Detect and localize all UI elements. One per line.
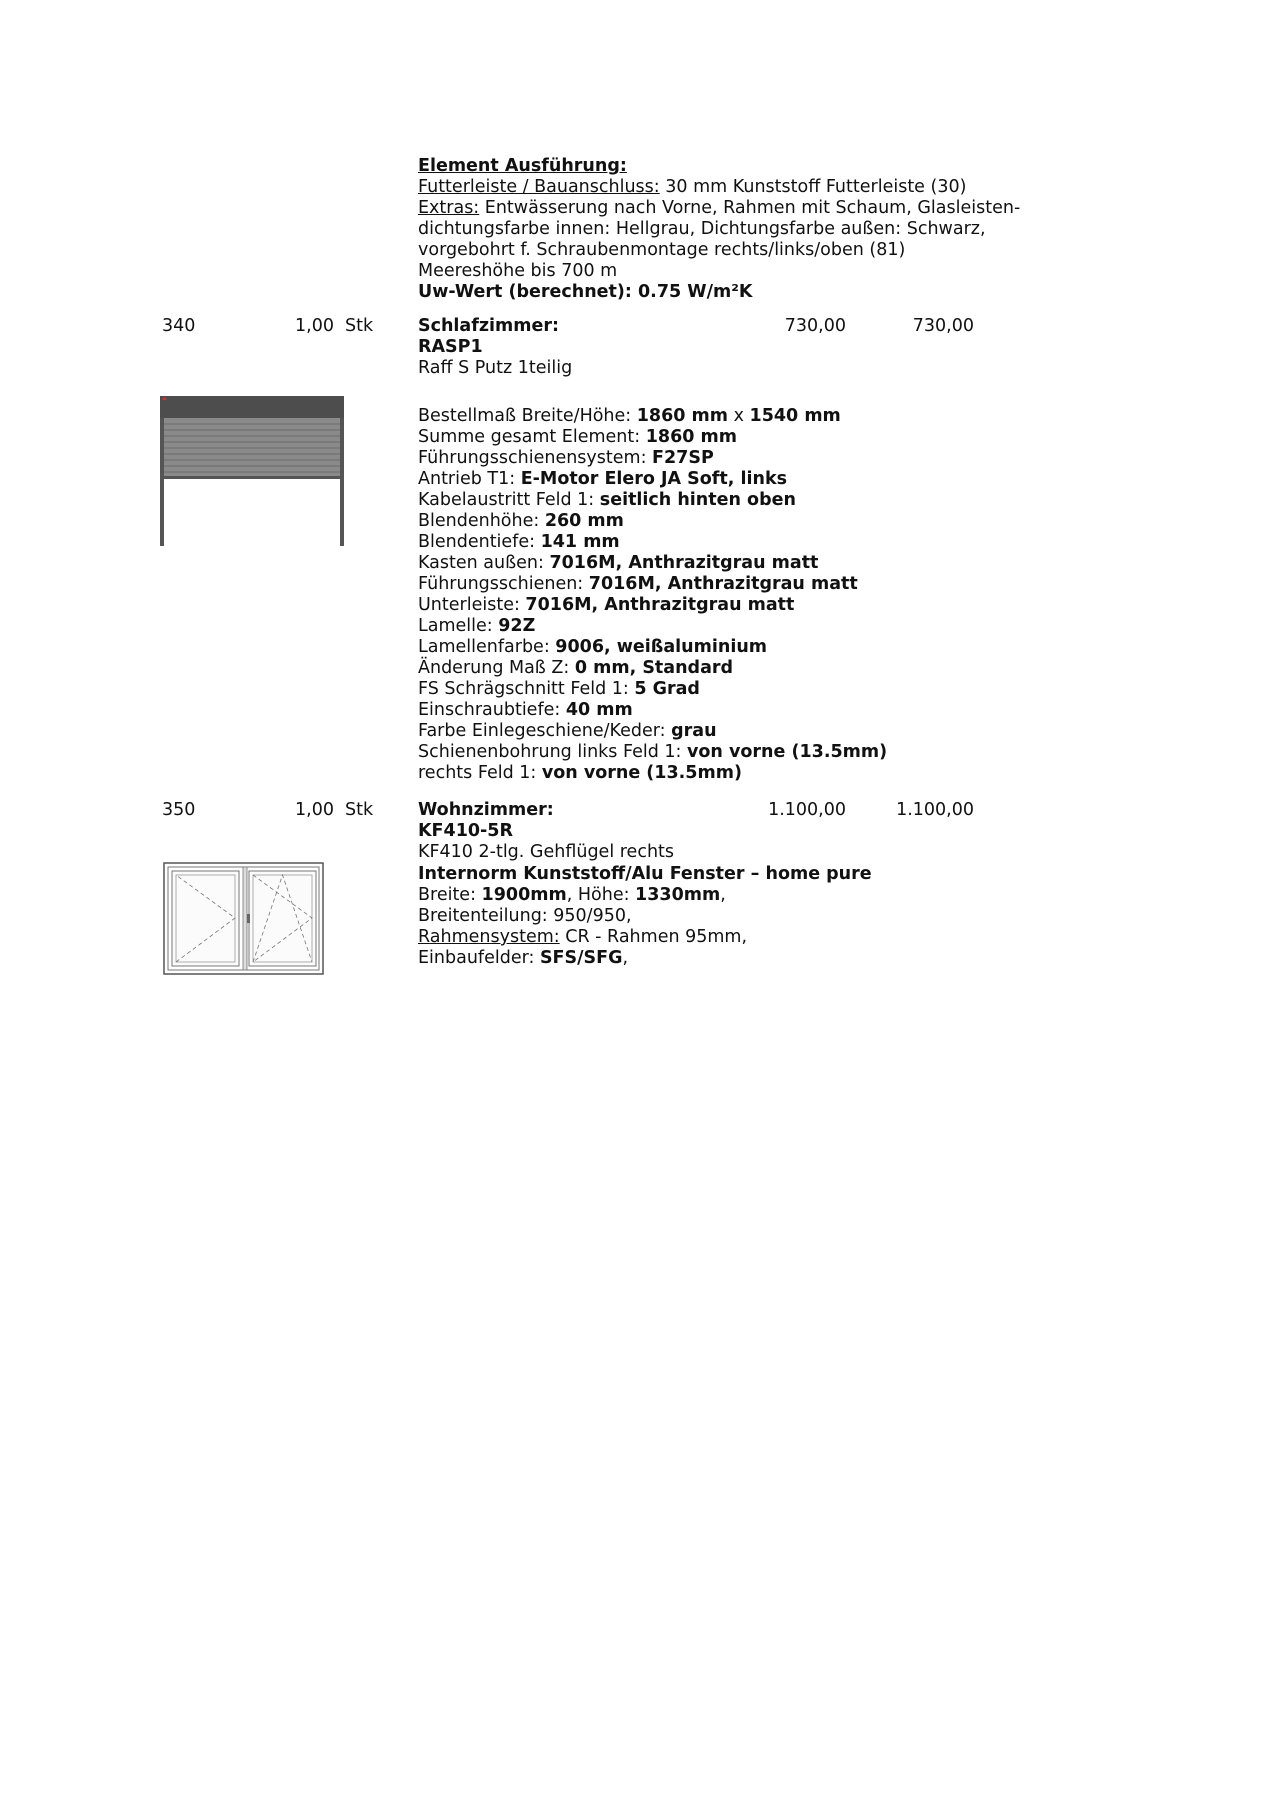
spec-label: Antrieb T1: [418,469,521,489]
spec-line [418,658,733,679]
spec-line [418,490,796,511]
spec-value: 7016M, Anthrazitgrau matt [525,595,795,615]
spec-line [418,574,858,595]
guide-rail-right [340,418,344,546]
spec-label: Blendentiefe: [418,532,541,552]
spec-line [418,553,818,574]
spec-value: grau [671,721,717,741]
spec-line [418,763,742,784]
item-unit: Stk [345,316,374,336]
spec-label: Farbe Einlegeschiene/Keder: [418,721,672,741]
spec-label: FS Schrägschnitt Feld 1: [418,679,635,699]
spec-value: 1860 mm [645,427,738,447]
item-total: 730,00 [912,316,974,336]
window-handle [247,914,250,923]
item-unit-price: 1.100,00 [768,800,846,820]
window-drawing [163,862,325,976]
spec-line [418,679,700,700]
spec-label: Summe gesamt Element: [418,427,646,447]
einbaufelder-tail: , [622,948,629,968]
spec-value: 260 mm [544,511,624,531]
extras-label: Extras: [418,198,480,218]
extras-line-3: vorgebohrt f. Schraubenmontage rechts/links/oben (81) [418,240,906,260]
breite-value: 1900mm [481,885,567,905]
spec-line [418,448,714,469]
spec-value-2: 1540 mm [749,406,841,426]
dimensions-line [418,885,726,906]
rahmensystem-value: CR - Rahmen 95mm, [559,927,748,947]
item-unit-price: 730,00 [784,316,846,336]
spec-value: seitlich hinten oben [599,490,796,510]
item-qty: 1,00 [295,316,334,336]
item-pos: 350 [162,800,196,820]
window-sash-right [249,871,316,966]
spec-label: Schienenbohrung links Feld 1: [418,742,687,762]
spec-value: 92Z [498,616,536,636]
spec-value: 7016M, Anthrazitgrau matt [588,574,858,594]
extras-line-1 [418,198,1020,219]
spec-label: Führungsschienen: [418,574,589,594]
spec-label: Lamellenfarbe: [418,637,556,657]
item-unit: Stk [345,800,374,820]
spec-value: 7016M, Anthrazitgrau matt [549,553,819,573]
futterleiste-label: Futterleiste / Bauanschluss: [418,177,660,197]
spec-value: von vorne (13.5mm) [541,763,742,783]
spec-line [418,721,717,742]
spec-line [418,511,624,532]
rahmensystem-line [418,927,747,948]
spec-label: Unterleiste: [418,595,526,615]
spec-value: 1860 mm [636,406,729,426]
spec-line [418,700,633,721]
extras-value-1: Entwässerung nach Vorne, Rahmen mit Schaum, Glasleisten- [479,198,1021,218]
spec-value: 9006, weißaluminium [555,637,768,657]
breitenteilung: Breitenteilung: 950/950, [418,906,632,926]
spec-label: Bestellmaß Breite/Höhe: [418,406,637,426]
window-mullion [243,867,247,970]
item-room: Schlafzimmer: [418,316,560,336]
raffstore-box [160,396,344,418]
item-total: 1.100,00 [896,800,974,820]
raffstore-lamellae [160,418,344,476]
spec-value: 0 mm, Standard [574,658,734,678]
hoehe-label: , Höhe: [566,885,636,905]
spec-label: Änderung Maß Z: [418,658,575,678]
spec-label: Kasten außen: [418,553,550,573]
einbaufelder-label: Einbaufelder: [418,948,540,968]
spec-line [418,469,787,490]
spec-separator: x [728,406,750,426]
spec-label: Lamelle: [418,616,499,636]
uw-wert: Uw-Wert (berechnet): 0.75 W/m²K [418,282,753,302]
spec-value: von vorne (13.5mm) [687,742,888,762]
spec-label: Einschraubtiefe: [418,700,566,720]
spec-line [418,742,887,763]
hoehe-tail: , [720,885,726,905]
spec-line [418,637,767,658]
spec-label: Kabelaustritt Feld 1: [418,490,600,510]
item-room: Wohnzimmer: [418,800,554,820]
futterleiste-value: 30 mm Kunststoff Futterleiste (30) [659,177,967,197]
spec-line [418,406,841,427]
rahmensystem-label: Rahmensystem: [418,927,560,947]
spec-value: 5 Grad [634,679,700,699]
spec-line [418,595,794,616]
spec-line [418,427,737,448]
item-pos: 340 [162,316,196,336]
futterleiste-line [418,177,966,198]
spec-line [418,616,535,637]
spec-label: Blendenhöhe: [418,511,545,531]
item-code: RASP1 [418,337,483,357]
item-product: Internorm Kunststoff/Alu Fenster – home pure [418,864,872,884]
guide-rail-left [160,418,164,546]
item-qty: 1,00 [295,800,334,820]
einbaufelder-value: SFS/SFG [539,948,623,968]
item-code: KF410-5R [418,821,513,841]
meereshoehe: Meereshöhe bis 700 m [418,261,618,281]
spec-label: rechts Feld 1: [418,763,542,783]
spec-value: 141 mm [540,532,620,552]
breite-label: Breite: [418,885,482,905]
raffstore-drawing [160,396,346,550]
spec-line [418,532,620,553]
einbaufelder-line [418,948,628,969]
item-name: KF410 2-tlg. Gehflügel rechts [418,842,675,862]
item-name: Raff S Putz 1teilig [418,358,573,378]
extras-line-2: dichtungsfarbe innen: Hellgrau, Dichtungsfarbe außen: Schwarz, [418,219,986,239]
element-ausfuehrung-heading: Element Ausführung: [418,156,627,176]
hoehe-value: 1330mm [635,885,721,905]
spec-label: Führungsschienensystem: [418,448,653,468]
spec-value: 40 mm [565,700,633,720]
spec-value: E-Motor Elero JA Soft, links [520,469,788,489]
window-sash-left [172,871,239,966]
spec-value: F27SP [652,448,714,468]
